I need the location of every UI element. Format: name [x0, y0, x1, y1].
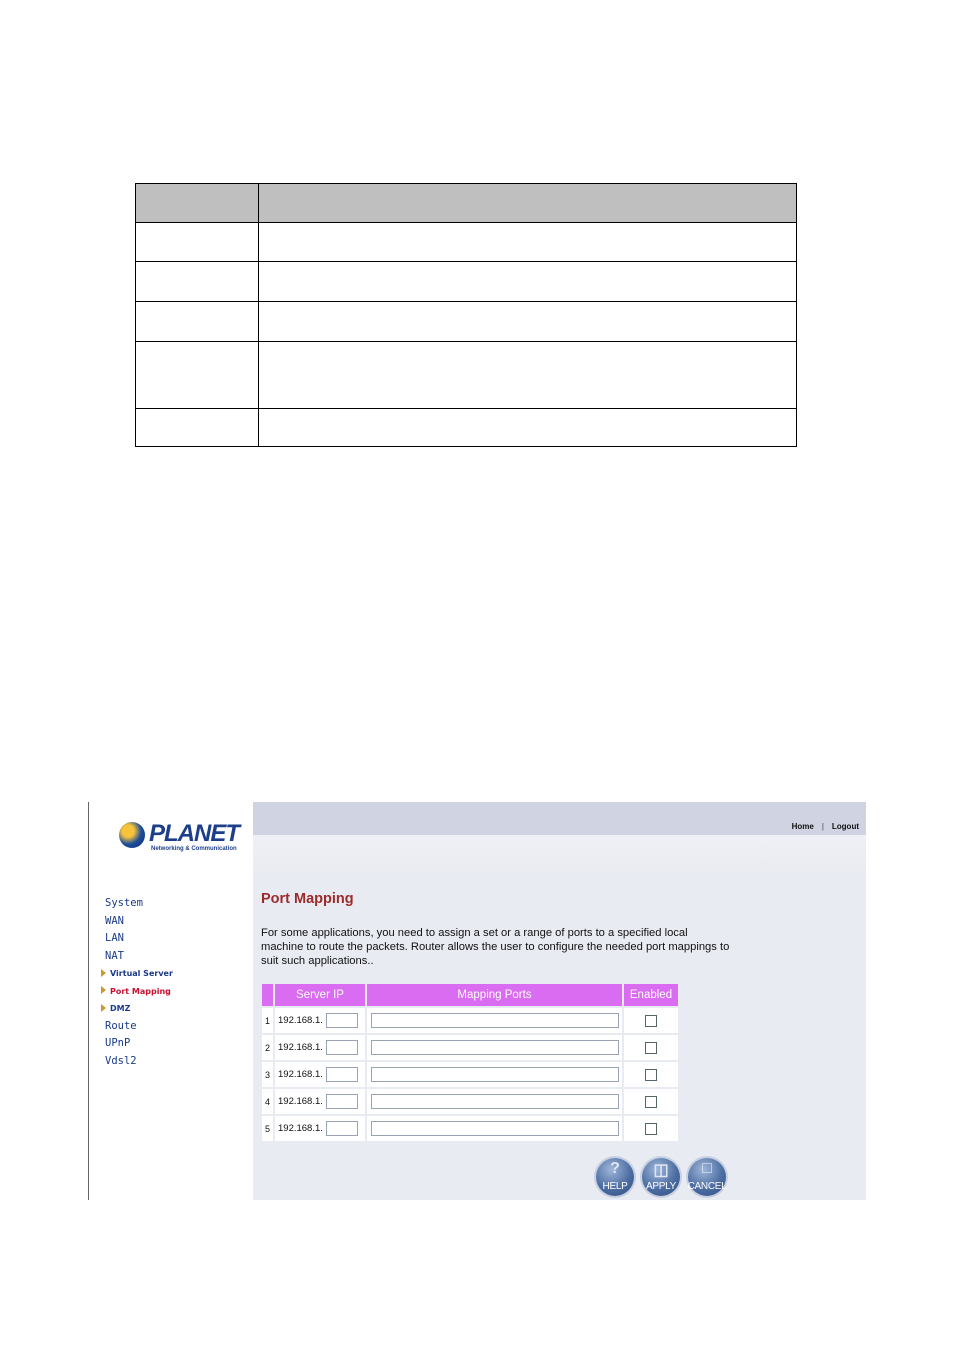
enabled-cell	[623, 1088, 678, 1115]
page-title: Port Mapping	[261, 891, 354, 907]
doc-table-row	[136, 341, 797, 408]
globe-icon	[119, 822, 145, 848]
doc-table-cell-left	[136, 223, 259, 262]
server-ip-cell	[274, 1034, 366, 1061]
doc-table-row	[136, 223, 797, 262]
doc-table-cell-left	[136, 184, 259, 223]
sidebar-item-label: NAT	[105, 949, 124, 962]
server-ip-cell	[274, 1115, 366, 1141]
table-row	[262, 1088, 678, 1115]
table-header-row	[262, 984, 678, 1007]
cancel-button[interactable]	[688, 1158, 726, 1196]
doc-table-cell-right	[259, 408, 797, 446]
sidebar-item-lan[interactable]	[105, 930, 173, 948]
sidebar-item-label: UPnP	[105, 1037, 131, 1049]
table-row	[262, 1034, 678, 1061]
enabled-checkbox[interactable]	[645, 1123, 657, 1135]
doc-table-cell-right	[259, 341, 797, 408]
server-ip-cell	[274, 1007, 366, 1034]
enabled-checkbox[interactable]	[645, 1015, 657, 1027]
server-ip-input[interactable]	[326, 1121, 358, 1136]
sidebar	[88, 802, 254, 1200]
header-enabled: Enabled	[623, 984, 678, 1007]
doc-table-row	[136, 262, 797, 302]
apply-button-label: APPLY	[646, 1181, 676, 1192]
enabled-cell	[623, 1061, 678, 1088]
ip-prefix: 192.168.1.	[278, 1069, 323, 1080]
server-ip-input[interactable]	[326, 1094, 358, 1109]
enabled-cell	[623, 1007, 678, 1034]
header-server-ip: Server IP	[274, 984, 366, 1007]
doc-table-cell-right	[259, 302, 797, 341]
row-number: 3	[262, 1061, 274, 1088]
ip-prefix: 192.168.1.	[278, 1123, 323, 1134]
port-mapping-table	[262, 984, 678, 1141]
sidebar-item-port-mapping[interactable]	[101, 983, 173, 1001]
sidebar-item-label: System	[105, 897, 143, 909]
doc-table-header-row	[136, 184, 797, 223]
sidebar-item-upnp[interactable]	[105, 1035, 173, 1053]
disk-icon: ◫	[653, 1162, 669, 1179]
sidebar-item-system[interactable]	[105, 895, 173, 913]
sidebar-nav	[105, 895, 173, 1070]
doc-table-row	[136, 408, 797, 446]
table-row	[262, 1007, 678, 1034]
enabled-cell	[623, 1115, 678, 1141]
main-panel	[253, 802, 866, 1200]
top-gradient	[253, 835, 866, 875]
logo-name: PLANET	[149, 820, 239, 847]
table-row	[262, 1061, 678, 1088]
sidebar-item-vdsl2[interactable]	[105, 1053, 173, 1071]
mapping-ports-cell	[366, 1034, 623, 1061]
apply-button[interactable]	[642, 1158, 680, 1196]
mapping-ports-cell	[366, 1088, 623, 1115]
help-button-label: HELP	[602, 1181, 628, 1192]
row-number: 5	[262, 1115, 274, 1141]
doc-table-cell-right	[259, 184, 797, 223]
enabled-checkbox[interactable]	[645, 1096, 657, 1108]
mapping-ports-cell	[366, 1115, 623, 1141]
header-links	[792, 822, 859, 831]
header-number	[262, 984, 274, 1007]
row-number: 2	[262, 1034, 274, 1061]
planet-logo	[119, 820, 239, 854]
triangle-bullet-icon	[101, 969, 106, 977]
doc-table-cell-left	[136, 302, 259, 341]
enabled-checkbox[interactable]	[645, 1042, 657, 1054]
server-ip-input[interactable]	[326, 1040, 358, 1055]
triangle-bullet-icon	[101, 1004, 106, 1012]
sidebar-item-label: DMZ	[110, 1004, 131, 1013]
question-icon: ?	[610, 1160, 620, 1177]
router-ui-screenshot	[88, 802, 866, 1200]
row-number: 1	[262, 1007, 274, 1034]
mapping-ports-input[interactable]	[371, 1013, 619, 1028]
mapping-ports-input[interactable]	[371, 1040, 619, 1055]
mapping-ports-cell	[366, 1061, 623, 1088]
doc-table-cell-left	[136, 341, 259, 408]
mapping-ports-input[interactable]	[371, 1067, 619, 1082]
sidebar-item-dmz[interactable]	[101, 1000, 173, 1018]
ip-prefix: 192.168.1.	[278, 1096, 323, 1107]
sidebar-item-virtual-server[interactable]	[101, 965, 173, 983]
table-row	[262, 1115, 678, 1141]
logo-tagline: Networking & Communication	[151, 846, 237, 852]
cancel-button-label: CANCEL	[687, 1181, 727, 1192]
help-button[interactable]	[596, 1158, 634, 1196]
doc-table-cell-left	[136, 262, 259, 302]
sidebar-item-label: WAN	[105, 914, 124, 927]
mapping-ports-input[interactable]	[371, 1094, 619, 1109]
logout-link[interactable]: Logout	[831, 822, 859, 831]
mapping-ports-input[interactable]	[371, 1121, 619, 1136]
doc-table-cell-right	[259, 262, 797, 302]
home-link[interactable]: Home	[791, 822, 814, 831]
row-number: 4	[262, 1088, 274, 1115]
page-description: For some applications, you need to assign a set or a range of ports to a specified local machine to route the packets. Router allows the user to configure the needed port mappings to suit such applications..	[261, 927, 730, 967]
doc-table	[135, 183, 797, 447]
trash-icon: □	[702, 1160, 712, 1177]
enabled-cell	[623, 1034, 678, 1061]
sidebar-item-label: Virtual Server	[110, 969, 173, 978]
doc-table-row	[136, 302, 797, 341]
sidebar-item-nat[interactable]	[105, 948, 173, 966]
sidebar-item-label: Vdsl2	[105, 1054, 137, 1067]
header-mapping-ports: Mapping Ports	[366, 984, 623, 1007]
sidebar-item-label: LAN	[105, 932, 124, 944]
mapping-ports-cell	[366, 1007, 623, 1034]
server-ip-input[interactable]	[326, 1067, 358, 1082]
doc-table-cell-right	[259, 223, 797, 262]
ip-prefix: 192.168.1.	[278, 1015, 323, 1026]
server-ip-cell	[274, 1061, 366, 1088]
sidebar-item-label: Port Mapping	[110, 986, 171, 996]
sidebar-item-route[interactable]	[105, 1018, 173, 1036]
header-separator: |	[821, 822, 824, 831]
top-band	[253, 802, 866, 835]
sidebar-item-label: Route	[105, 1019, 137, 1032]
server-ip-cell	[274, 1088, 366, 1115]
doc-table-cell-left	[136, 408, 259, 446]
ip-prefix: 192.168.1.	[278, 1042, 323, 1053]
server-ip-input[interactable]	[326, 1013, 358, 1028]
sidebar-item-wan[interactable]	[105, 913, 173, 931]
enabled-checkbox[interactable]	[645, 1069, 657, 1081]
triangle-bullet-icon	[101, 986, 106, 994]
